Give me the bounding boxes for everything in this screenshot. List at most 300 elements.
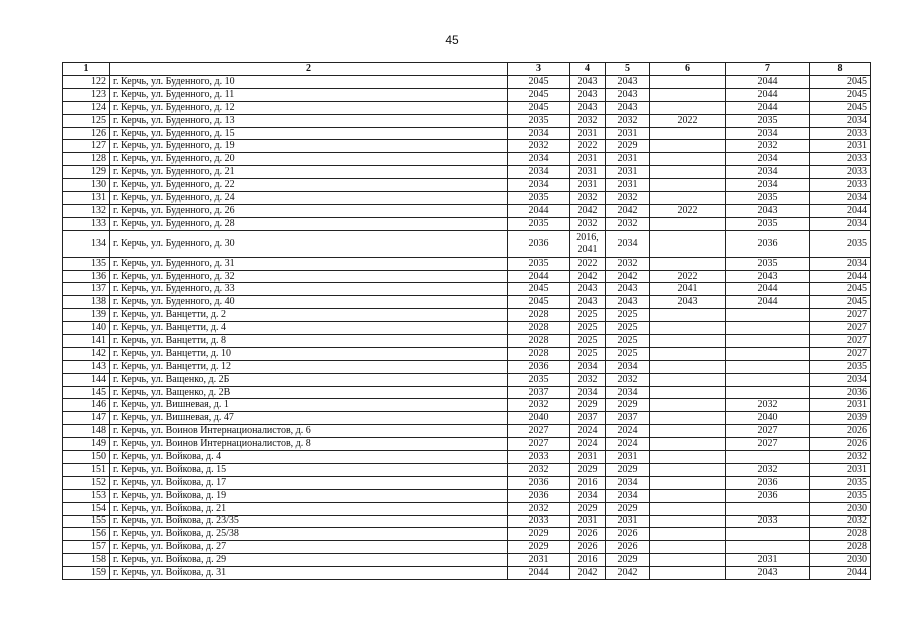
- row-number-cell: 145: [63, 386, 110, 399]
- year-cell-4: 2032: [570, 373, 606, 386]
- year-cell-6: [650, 425, 726, 438]
- year-cell-6: [650, 88, 726, 101]
- year-cell-8: 2045: [810, 88, 871, 101]
- year-cell-8: 2031: [810, 399, 871, 412]
- column-header: 8: [810, 63, 871, 76]
- row-number-cell: 127: [63, 140, 110, 153]
- year-cell-5: 2025: [606, 335, 650, 348]
- table-row: [63, 541, 871, 554]
- address-cell: г. Керчь, ул. Буденного, д. 20: [110, 153, 508, 166]
- year-cell-8: 2045: [810, 296, 871, 309]
- address-cell: г. Керчь, ул. Войкова, д. 31: [110, 567, 508, 580]
- address-cell: г. Керчь, ул. Буденного, д. 40: [110, 296, 508, 309]
- year-cell-6: [650, 489, 726, 502]
- year-cell-4: [570, 230, 606, 257]
- table-row: [63, 153, 871, 166]
- year-cell-6: [650, 257, 726, 270]
- year-cell-4: 2029: [570, 463, 606, 476]
- year-cell-5: 2031: [606, 451, 650, 464]
- table-row: [63, 502, 871, 515]
- address-cell: г. Керчь, ул. Буденного, д. 15: [110, 127, 508, 140]
- row-number-cell: 154: [63, 502, 110, 515]
- year-cell-3: 2033: [508, 451, 570, 464]
- row-number-cell: 125: [63, 114, 110, 127]
- year-cell-7: 2034: [726, 166, 810, 179]
- year-cell-3: 2036: [508, 360, 570, 373]
- year-cell-4: 2025: [570, 322, 606, 335]
- year-cell-4-line: 2016,: [576, 232, 599, 244]
- year-cell-6: 2043: [650, 296, 726, 309]
- column-header: 4: [570, 63, 606, 76]
- year-cell-3: 2044: [508, 204, 570, 217]
- year-cell-7: 2044: [726, 88, 810, 101]
- address-cell: г. Керчь, ул. Буденного, д. 33: [110, 283, 508, 296]
- row-number-cell: 137: [63, 283, 110, 296]
- table-row: [63, 347, 871, 360]
- row-number-cell: 143: [63, 360, 110, 373]
- address-cell: г. Керчь, ул. Буденного, д. 26: [110, 204, 508, 217]
- year-cell-6: [650, 179, 726, 192]
- year-cell-8: 2034: [810, 192, 871, 205]
- year-cell-6: [650, 412, 726, 425]
- year-cell-5: 2043: [606, 88, 650, 101]
- year-cell-4: 2043: [570, 296, 606, 309]
- year-cell-3: 2045: [508, 283, 570, 296]
- year-cell-8: 2034: [810, 257, 871, 270]
- row-number-cell: 146: [63, 399, 110, 412]
- year-cell-8: 2045: [810, 283, 871, 296]
- year-cell-8: 2033: [810, 166, 871, 179]
- year-cell-6: [650, 322, 726, 335]
- year-cell-4: 2031: [570, 166, 606, 179]
- year-cell-3: 2033: [508, 515, 570, 528]
- table-row: [63, 101, 871, 114]
- year-cell-3: 2035: [508, 257, 570, 270]
- year-cell-7: 2035: [726, 192, 810, 205]
- address-cell: г. Керчь, ул. Войкова, д. 4: [110, 451, 508, 464]
- year-cell-5: 2034: [606, 476, 650, 489]
- row-number-cell: 157: [63, 541, 110, 554]
- column-header: 6: [650, 63, 726, 76]
- year-cell-4: 2042: [570, 567, 606, 580]
- year-cell-3: 2029: [508, 528, 570, 541]
- year-cell-7: 2043: [726, 567, 810, 580]
- year-cell-7: 2034: [726, 127, 810, 140]
- table-row: [63, 114, 871, 127]
- address-cell: г. Керчь, ул. Войкова, д. 15: [110, 463, 508, 476]
- column-header: 7: [726, 63, 810, 76]
- address-cell: г. Керчь, ул. Воинов Интернационалистов, д. 8: [110, 438, 508, 451]
- year-cell-8: 2032: [810, 451, 871, 464]
- year-cell-8: 2044: [810, 270, 871, 283]
- column-header: 5: [606, 63, 650, 76]
- year-cell-7: 2035: [726, 257, 810, 270]
- year-cell-4: 2043: [570, 76, 606, 89]
- year-cell-5: 2029: [606, 399, 650, 412]
- row-number-cell: 131: [63, 192, 110, 205]
- year-cell-8: 2045: [810, 76, 871, 89]
- year-cell-4: 2034: [570, 489, 606, 502]
- year-cell-8: 2031: [810, 463, 871, 476]
- schedule-table: [62, 62, 871, 580]
- year-cell-6: [650, 386, 726, 399]
- year-cell-4: 2032: [570, 217, 606, 230]
- year-cell-8: 2026: [810, 425, 871, 438]
- year-cell-8: 2044: [810, 567, 871, 580]
- address-cell: г. Керчь, ул. Буденного, д. 21: [110, 166, 508, 179]
- year-cell-6: [650, 127, 726, 140]
- year-cell-5: 2043: [606, 76, 650, 89]
- year-cell-6: [650, 399, 726, 412]
- year-cell-3: 2036: [508, 489, 570, 502]
- year-cell-3: 2045: [508, 76, 570, 89]
- year-cell-3: 2028: [508, 309, 570, 322]
- row-number-cell: 153: [63, 489, 110, 502]
- year-cell-6: [650, 360, 726, 373]
- year-cell-4: 2042: [570, 270, 606, 283]
- year-cell-6: [650, 567, 726, 580]
- year-cell-4: 2026: [570, 528, 606, 541]
- year-cell-6: [650, 541, 726, 554]
- year-cell-5: 2037: [606, 412, 650, 425]
- year-cell-5: 2042: [606, 204, 650, 217]
- year-cell-4: 2029: [570, 502, 606, 515]
- address-cell: г. Керчь, ул. Войкова, д. 17: [110, 476, 508, 489]
- year-cell-7: 2032: [726, 463, 810, 476]
- year-cell-6: 2022: [650, 270, 726, 283]
- row-number-cell: 130: [63, 179, 110, 192]
- year-cell-7: 2043: [726, 204, 810, 217]
- row-number-cell: 134: [63, 230, 110, 257]
- year-cell-4: 2016: [570, 554, 606, 567]
- table-row: [63, 451, 871, 464]
- address-cell: г. Керчь, ул. Войкова, д. 29: [110, 554, 508, 567]
- table-row: [63, 296, 871, 309]
- year-cell-5: 2032: [606, 373, 650, 386]
- year-cell-6: [650, 140, 726, 153]
- year-cell-7: [726, 386, 810, 399]
- year-cell-6: 2022: [650, 114, 726, 127]
- row-number-cell: 122: [63, 76, 110, 89]
- address-cell: г. Керчь, ул. Буденного, д. 24: [110, 192, 508, 205]
- year-cell-6: [650, 528, 726, 541]
- table-row: [63, 399, 871, 412]
- year-cell-8: 2027: [810, 347, 871, 360]
- table-row: [63, 463, 871, 476]
- year-cell-7: [726, 309, 810, 322]
- year-cell-6: [650, 451, 726, 464]
- year-cell-7: [726, 528, 810, 541]
- year-cell-6: [650, 502, 726, 515]
- year-cell-6: [650, 153, 726, 166]
- year-cell-7: 2044: [726, 283, 810, 296]
- row-number-cell: 158: [63, 554, 110, 567]
- table-row: [63, 360, 871, 373]
- year-cell-3: 2035: [508, 373, 570, 386]
- year-cell-7: 2027: [726, 425, 810, 438]
- year-cell-3: 2027: [508, 438, 570, 451]
- year-cell-3: 2034: [508, 153, 570, 166]
- year-cell-4: 2031: [570, 127, 606, 140]
- year-cell-5: 2034: [606, 386, 650, 399]
- year-cell-7: [726, 502, 810, 515]
- year-cell-3: 2034: [508, 127, 570, 140]
- year-cell-5: 2029: [606, 140, 650, 153]
- year-cell-3: 2028: [508, 347, 570, 360]
- year-cell-8: 2028: [810, 528, 871, 541]
- year-cell-7: 2032: [726, 399, 810, 412]
- address-cell: г. Керчь, ул. Ванцетти, д. 2: [110, 309, 508, 322]
- row-number-cell: 156: [63, 528, 110, 541]
- page-number: 45: [445, 33, 459, 47]
- year-cell-5: 2025: [606, 322, 650, 335]
- year-cell-7: 2032: [726, 140, 810, 153]
- year-cell-5: 2043: [606, 296, 650, 309]
- year-cell-4: 2037: [570, 412, 606, 425]
- table-row: [63, 179, 871, 192]
- year-cell-3: 2034: [508, 166, 570, 179]
- year-cell-6: [650, 515, 726, 528]
- year-cell-3: 2035: [508, 217, 570, 230]
- year-cell-8: 2044: [810, 204, 871, 217]
- table-row: [63, 476, 871, 489]
- year-cell-5: 2043: [606, 283, 650, 296]
- year-cell-4: 2029: [570, 399, 606, 412]
- year-cell-8: 2033: [810, 127, 871, 140]
- year-cell-4: 2024: [570, 425, 606, 438]
- year-cell-6: [650, 463, 726, 476]
- address-cell: г. Керчь, ул. Вишневая, д. 47: [110, 412, 508, 425]
- year-cell-5: 2043: [606, 101, 650, 114]
- year-cell-3: 2045: [508, 101, 570, 114]
- year-cell-5: 2032: [606, 192, 650, 205]
- year-cell-4: 2026: [570, 541, 606, 554]
- table-row: [63, 230, 871, 257]
- year-cell-7: [726, 541, 810, 554]
- year-cell-7: 2035: [726, 114, 810, 127]
- year-cell-3: 2035: [508, 114, 570, 127]
- row-number-cell: 128: [63, 153, 110, 166]
- year-cell-8: 2028: [810, 541, 871, 554]
- year-cell-6: [650, 76, 726, 89]
- year-cell-5: 2032: [606, 217, 650, 230]
- row-number-cell: 152: [63, 476, 110, 489]
- year-cell-8: 2036: [810, 386, 871, 399]
- table-row: [63, 554, 871, 567]
- address-cell: г. Керчь, ул. Буденного, д. 13: [110, 114, 508, 127]
- year-cell-3: 2044: [508, 567, 570, 580]
- year-cell-4: 2032: [570, 114, 606, 127]
- year-cell-5: 2026: [606, 528, 650, 541]
- year-cell-5: 2024: [606, 425, 650, 438]
- row-number-cell: 141: [63, 335, 110, 348]
- year-cell-8: 2030: [810, 554, 871, 567]
- year-cell-3: 2037: [508, 386, 570, 399]
- year-cell-3: 2040: [508, 412, 570, 425]
- year-cell-3: 2032: [508, 463, 570, 476]
- row-number-cell: 129: [63, 166, 110, 179]
- table-row: [63, 335, 871, 348]
- year-cell-6: [650, 101, 726, 114]
- year-cell-7: 2043: [726, 270, 810, 283]
- year-cell-8: 2032: [810, 515, 871, 528]
- year-cell-5: 2029: [606, 502, 650, 515]
- year-cell-8: 2035: [810, 230, 871, 257]
- year-cell-6: 2022: [650, 204, 726, 217]
- year-cell-3: 2035: [508, 192, 570, 205]
- address-cell: г. Керчь, ул. Воинов Интернационалистов, д. 6: [110, 425, 508, 438]
- year-cell-3: 2032: [508, 399, 570, 412]
- address-cell: г. Керчь, ул. Буденного, д. 31: [110, 257, 508, 270]
- year-cell-8: 2027: [810, 335, 871, 348]
- year-cell-6: [650, 373, 726, 386]
- year-cell-4: 2025: [570, 347, 606, 360]
- row-number-cell: 123: [63, 88, 110, 101]
- year-cell-5: 2032: [606, 257, 650, 270]
- year-cell-3: 2036: [508, 230, 570, 257]
- year-cell-3: 2034: [508, 179, 570, 192]
- year-cell-3: 2045: [508, 88, 570, 101]
- year-cell-5: 2031: [606, 166, 650, 179]
- address-cell: г. Керчь, ул. Ващенко, д. 2В: [110, 386, 508, 399]
- year-cell-8: 2045: [810, 101, 871, 114]
- row-number-cell: 144: [63, 373, 110, 386]
- address-cell: г. Керчь, ул. Ванцетти, д. 4: [110, 322, 508, 335]
- year-cell-3: 2029: [508, 541, 570, 554]
- year-cell-7: [726, 347, 810, 360]
- year-cell-4: 2043: [570, 101, 606, 114]
- row-number-cell: 139: [63, 309, 110, 322]
- column-header: 1: [63, 63, 110, 76]
- address-cell: г. Керчь, ул. Ванцетти, д. 10: [110, 347, 508, 360]
- year-cell-5: 2042: [606, 270, 650, 283]
- year-cell-7: [726, 451, 810, 464]
- year-cell-3: 2028: [508, 322, 570, 335]
- year-cell-4: 2025: [570, 309, 606, 322]
- year-cell-7: 2031: [726, 554, 810, 567]
- address-cell: г. Керчь, ул. Буденного, д. 30: [110, 230, 508, 257]
- table-row: [63, 515, 871, 528]
- year-cell-8: 2026: [810, 438, 871, 451]
- year-cell-5: 2032: [606, 114, 650, 127]
- year-cell-5: 2031: [606, 515, 650, 528]
- address-cell: г. Керчь, ул. Буденного, д. 32: [110, 270, 508, 283]
- row-number-cell: 132: [63, 204, 110, 217]
- row-number-cell: 142: [63, 347, 110, 360]
- year-cell-4: 2034: [570, 386, 606, 399]
- address-cell: г. Керчь, ул. Буденного, д. 10: [110, 76, 508, 89]
- year-cell-7: 2044: [726, 76, 810, 89]
- year-cell-3: 2028: [508, 335, 570, 348]
- year-cell-4: 2025: [570, 335, 606, 348]
- year-cell-6: [650, 347, 726, 360]
- year-cell-8: 2039: [810, 412, 871, 425]
- year-cell-4: 2024: [570, 438, 606, 451]
- year-cell-5: 2031: [606, 127, 650, 140]
- table-row: [63, 322, 871, 335]
- table-row: [63, 127, 871, 140]
- row-number-cell: 135: [63, 257, 110, 270]
- year-cell-8: 2035: [810, 489, 871, 502]
- row-number-cell: 124: [63, 101, 110, 114]
- address-cell: г. Керчь, ул. Ващенко, д. 2Б: [110, 373, 508, 386]
- row-number-cell: 150: [63, 451, 110, 464]
- table-row: [63, 489, 871, 502]
- address-cell: г. Керчь, ул. Ванцетти, д. 12: [110, 360, 508, 373]
- table-row: [63, 204, 871, 217]
- year-cell-3: 2044: [508, 270, 570, 283]
- table-row: [63, 192, 871, 205]
- year-cell-7: [726, 360, 810, 373]
- year-cell-6: [650, 309, 726, 322]
- year-cell-8: 2035: [810, 360, 871, 373]
- year-cell-7: 2034: [726, 153, 810, 166]
- year-cell-8: 2034: [810, 114, 871, 127]
- year-cell-4: 2031: [570, 153, 606, 166]
- row-number-cell: 159: [63, 567, 110, 580]
- table-row: [63, 88, 871, 101]
- row-number-cell: 151: [63, 463, 110, 476]
- table-body: [63, 76, 871, 580]
- table-row: [63, 425, 871, 438]
- row-number-cell: 133: [63, 217, 110, 230]
- year-cell-7: 2027: [726, 438, 810, 451]
- year-cell-7: [726, 322, 810, 335]
- table-row: [63, 373, 871, 386]
- year-cell-5: 2034: [606, 360, 650, 373]
- year-cell-8: 2031: [810, 140, 871, 153]
- year-cell-6: [650, 166, 726, 179]
- year-cell-7: 2044: [726, 296, 810, 309]
- year-cell-4-line: 2041: [577, 243, 598, 255]
- year-cell-8: 2030: [810, 502, 871, 515]
- address-cell: г. Керчь, ул. Вишневая, д. 1: [110, 399, 508, 412]
- column-header: 3: [508, 63, 570, 76]
- year-cell-4: 2022: [570, 140, 606, 153]
- year-cell-6: [650, 335, 726, 348]
- row-number-cell: 138: [63, 296, 110, 309]
- year-cell-5: 2034: [606, 489, 650, 502]
- address-cell: г. Керчь, ул. Войкова, д. 19: [110, 489, 508, 502]
- year-cell-5: 2024: [606, 438, 650, 451]
- year-cell-6: [650, 554, 726, 567]
- year-cell-4: 2031: [570, 515, 606, 528]
- year-cell-7: 2040: [726, 412, 810, 425]
- year-cell-6: [650, 217, 726, 230]
- table-row: [63, 76, 871, 89]
- table-row: [63, 270, 871, 283]
- year-cell-7: 2034: [726, 179, 810, 192]
- year-cell-7: 2035: [726, 217, 810, 230]
- year-cell-3: 2027: [508, 425, 570, 438]
- year-cell-8: 2034: [810, 373, 871, 386]
- year-cell-7: 2044: [726, 101, 810, 114]
- year-cell-8: 2035: [810, 476, 871, 489]
- year-cell-4: 2043: [570, 283, 606, 296]
- address-cell: г. Керчь, ул. Войкова, д. 27: [110, 541, 508, 554]
- year-cell-4: 2043: [570, 88, 606, 101]
- year-cell-6: [650, 230, 726, 257]
- year-cell-7: 2036: [726, 476, 810, 489]
- year-cell-5: 2031: [606, 153, 650, 166]
- table-row: [63, 257, 871, 270]
- year-cell-3: 2032: [508, 140, 570, 153]
- address-cell: г. Керчь, ул. Войкова, д. 25/38: [110, 528, 508, 541]
- year-cell-8: 2027: [810, 322, 871, 335]
- column-header: 2: [110, 63, 508, 76]
- table-row: [63, 166, 871, 179]
- address-cell: г. Керчь, ул. Буденного, д. 12: [110, 101, 508, 114]
